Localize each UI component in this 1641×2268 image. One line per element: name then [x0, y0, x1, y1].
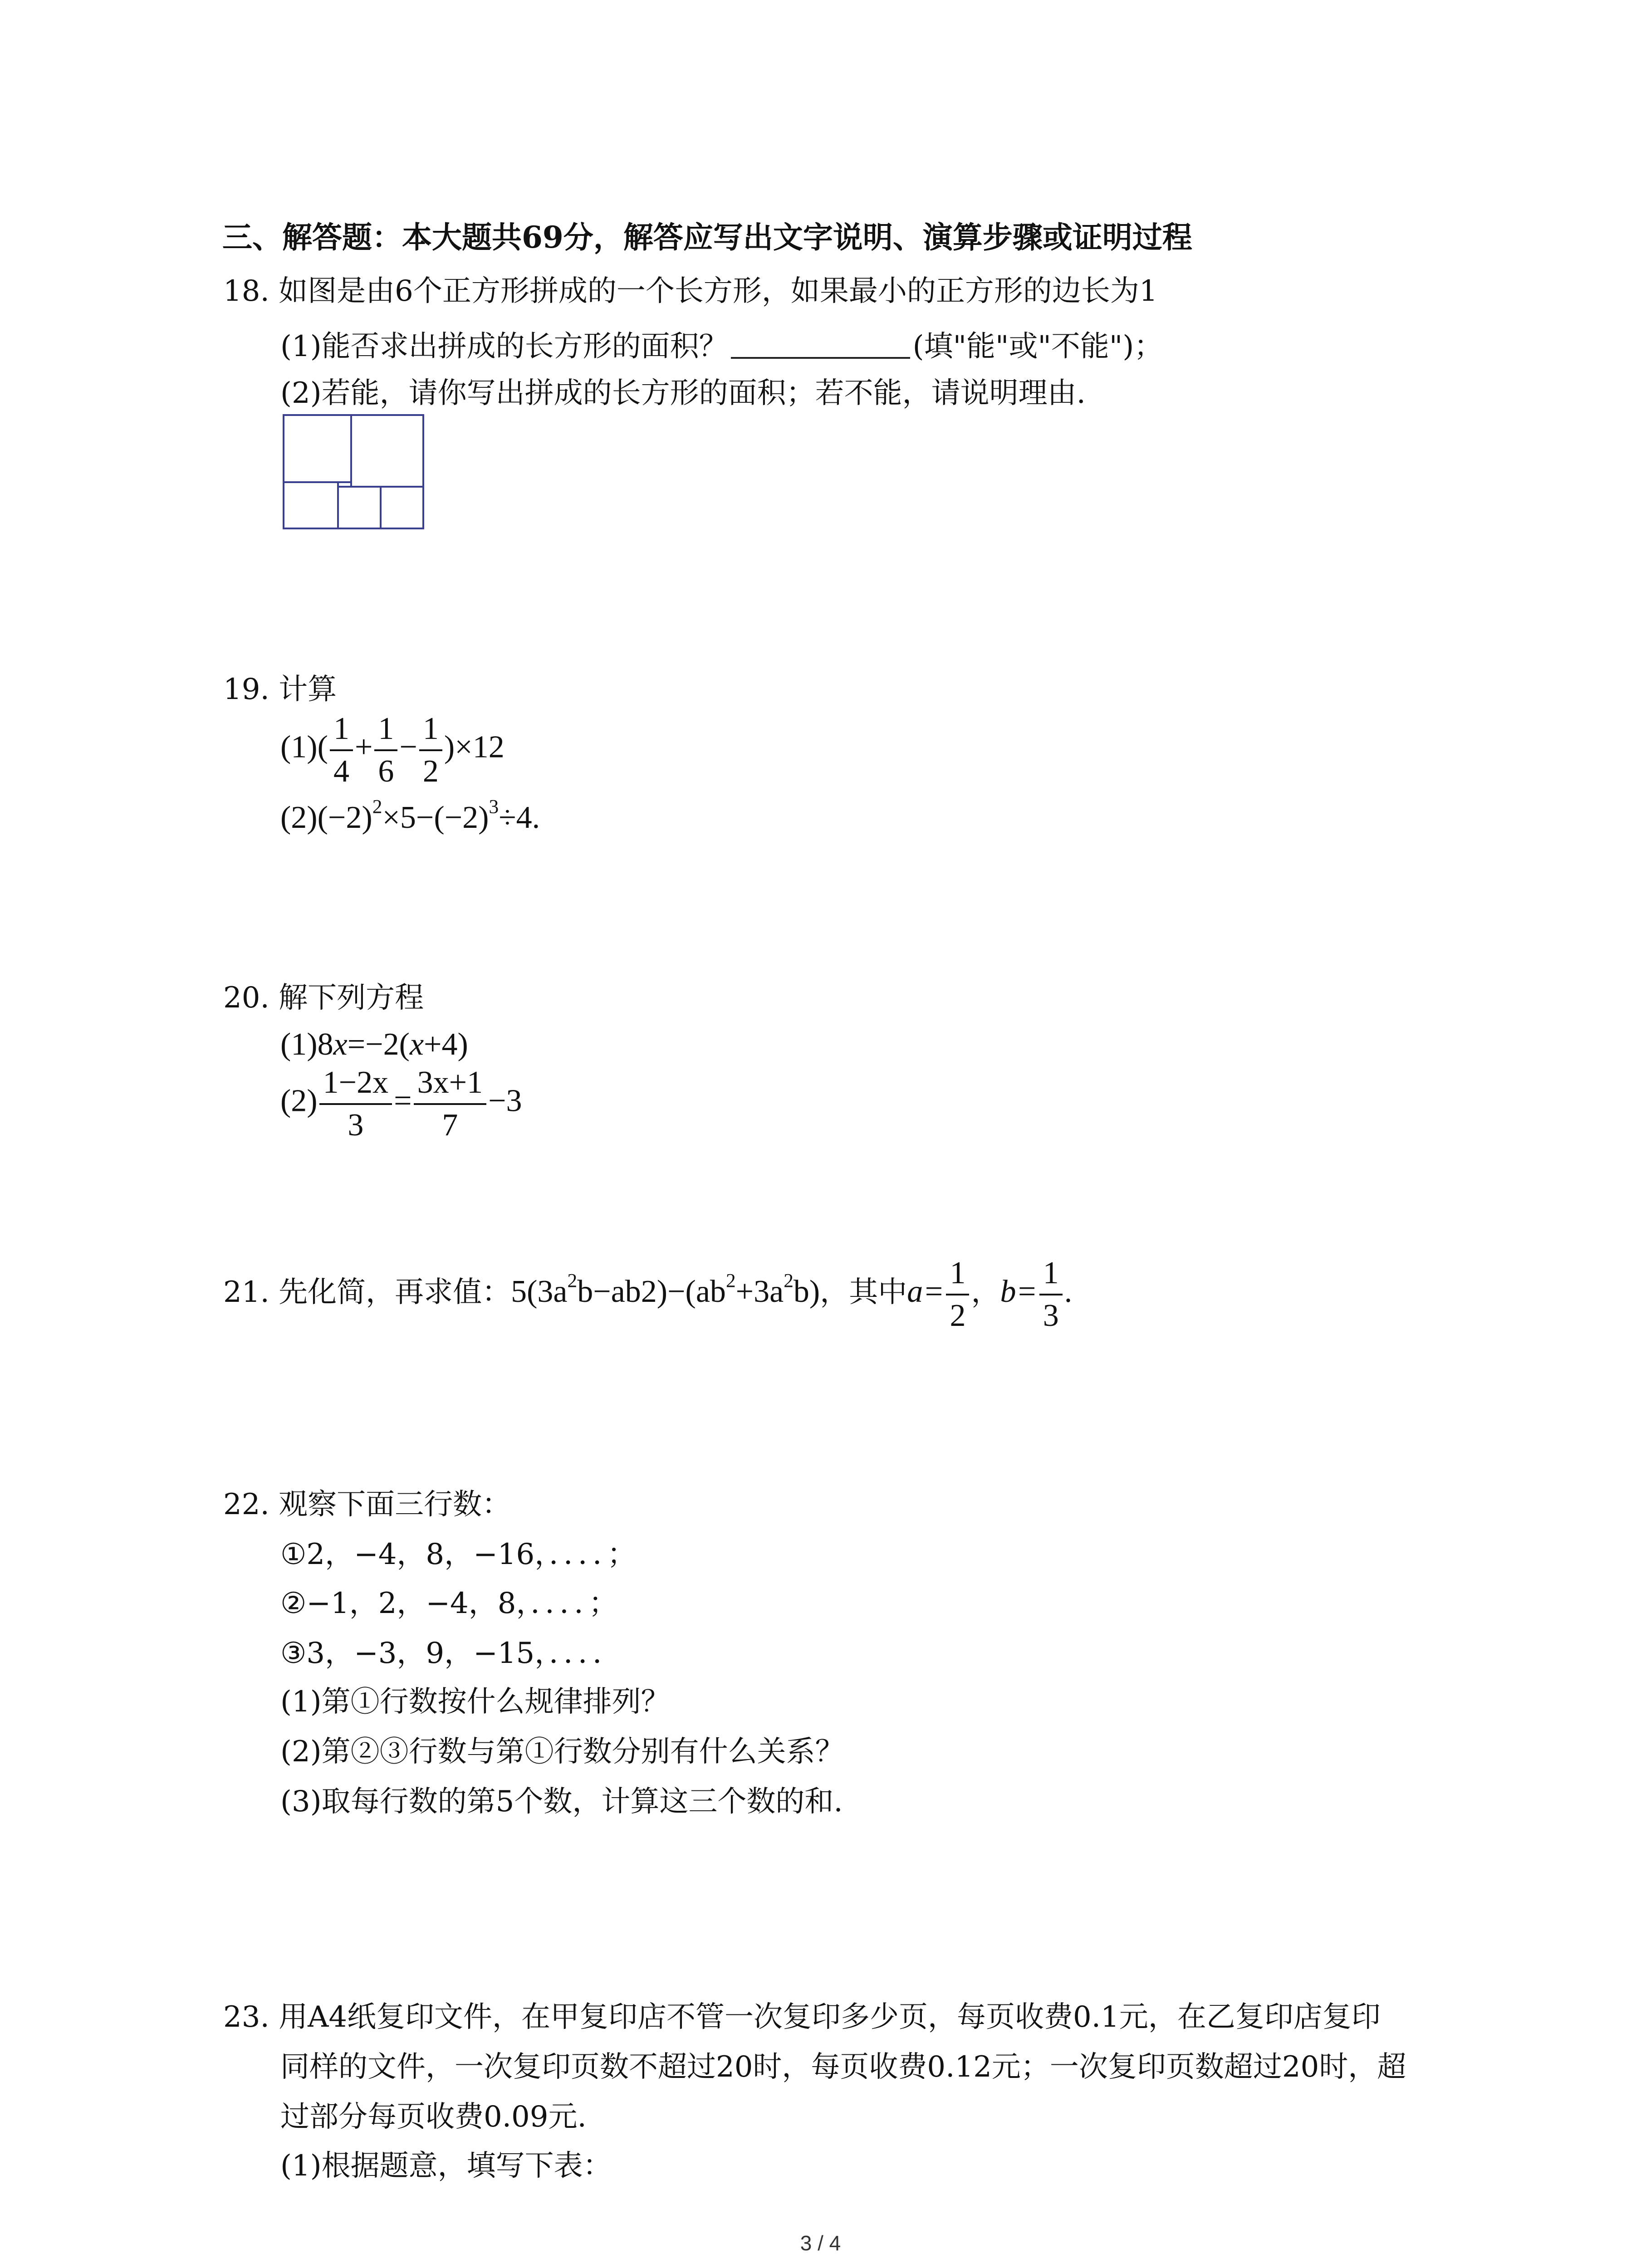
- q20-p1-a: (1)8: [280, 1027, 333, 1062]
- numerator: 1: [419, 712, 442, 751]
- numerator: 1: [1039, 1256, 1063, 1295]
- denominator: 3: [348, 1107, 364, 1143]
- variable-x: x: [409, 1027, 424, 1062]
- exponent: 2: [784, 1270, 794, 1292]
- variable-x: x: [333, 1027, 348, 1062]
- q19-part1: [280, 712, 505, 788]
- q20-part1: [280, 1029, 468, 1061]
- q22-row3: ③3，−3，9，−15，．．．．: [280, 1637, 622, 1670]
- fraction-one-half: [419, 712, 442, 788]
- numerator: 1−2x: [319, 1066, 392, 1105]
- numerator: 1: [946, 1256, 969, 1295]
- q19-p1-suffix: )×12: [444, 729, 505, 765]
- q21-where: ，其中: [820, 1276, 907, 1309]
- expr-part: 5(3a: [511, 1274, 568, 1309]
- q22-stem: 22. 观察下面三行数：: [223, 1488, 511, 1521]
- expr-part: b−ab2)−(ab: [577, 1274, 726, 1309]
- q22-part3: (3)取每行数的第5个数，计算这三个数的和.: [280, 1785, 843, 1818]
- q23-line1: 23. 用A4纸复印文件，在甲复印店不管一次复印多少页，每页收费0.1元，在乙复印店复印: [223, 2000, 1381, 2034]
- q19-p2-a: (2)(−2): [280, 800, 372, 835]
- fraction-one-quarter: [330, 712, 353, 788]
- exponent: 2: [567, 1270, 578, 1292]
- plus-sign: +: [354, 729, 373, 765]
- b-equals: b=: [1000, 1274, 1038, 1309]
- q20-p2-prefix: (2): [280, 1083, 318, 1119]
- q20-p1-c: +4): [424, 1027, 468, 1062]
- expr-part: b): [793, 1274, 820, 1309]
- exponent: 3: [489, 796, 499, 818]
- denominator: 4: [333, 753, 349, 789]
- q23-line3: 过部分每页收费0.09元.: [280, 2100, 587, 2134]
- fraction-b-value: [1039, 1256, 1063, 1332]
- q22-row2: ②−1，2，−4，8，．．．．；: [280, 1587, 618, 1620]
- q20-p1-b: =−2(: [347, 1027, 410, 1062]
- q21-line: [223, 1256, 1072, 1332]
- fraction-right: [414, 1066, 486, 1142]
- denominator: 6: [378, 753, 394, 789]
- minus-sign: −: [399, 729, 417, 765]
- expr-part: +3a: [735, 1274, 784, 1309]
- q19-p1-prefix: (1)(: [280, 729, 328, 765]
- q23-line2: 同样的文件，一次复印页数不超过20时，每页收费0.12元；一次复印页数超过20时，超: [280, 2050, 1406, 2084]
- q18-stem: 18. 如图是由6个正方形拼成的一个长方形，如果最小的正方形的边长为1: [223, 274, 1158, 308]
- fraction-one-sixth: [374, 712, 397, 788]
- q23-part1: (1)根据题意，填写下表：: [280, 2149, 612, 2183]
- q20-stem: 20. 解下列方程: [223, 981, 424, 1015]
- q20-p2-suffix: −3: [488, 1083, 522, 1119]
- period: .: [1064, 1274, 1073, 1309]
- numerator: 1: [330, 712, 353, 751]
- q22-part1: (1)第①行数按什么规律排列？: [280, 1685, 670, 1719]
- section-heading: 三、解答题：本大题共69分，解答应写出文字说明、演算步骤或证明过程: [222, 220, 1192, 255]
- q21-stem: 21. 先化简，再求值：: [223, 1276, 511, 1309]
- q18-part1: [280, 329, 1163, 361]
- numerator: 1: [374, 712, 397, 751]
- q20-part2: [280, 1066, 522, 1142]
- comma: ，: [971, 1276, 1000, 1309]
- exponent: 2: [372, 796, 382, 818]
- q19-stem: 19. 计算: [223, 673, 337, 706]
- fraction-left: [319, 1066, 392, 1142]
- q22-row1: ①2，−4，8，−16，．．．．；: [280, 1538, 637, 1571]
- q21-expression: [511, 1270, 820, 1309]
- denominator: 7: [442, 1107, 458, 1143]
- q19-part2: [280, 796, 540, 835]
- rectangle-squares-figure: [283, 414, 426, 531]
- q19-p2-b: ×5−(−2): [382, 800, 489, 835]
- denominator: 2: [422, 753, 439, 789]
- q18-part1-hint: (填"能"或"不能")；: [912, 330, 1163, 363]
- exponent: 2: [725, 1270, 736, 1292]
- outer-rectangle: [284, 415, 423, 528]
- numerator: 3x+1: [414, 1066, 486, 1105]
- page-number: 3 / 4: [800, 2231, 841, 2255]
- equals-sign: =: [394, 1083, 412, 1119]
- a-equals: a=: [907, 1274, 945, 1309]
- denominator: 3: [1043, 1298, 1059, 1333]
- q22-part2: (2)第②③行数与第①行数分别有什么关系？: [280, 1735, 844, 1769]
- denominator: 2: [950, 1298, 966, 1333]
- q19-p2-c: ÷4.: [499, 800, 540, 835]
- q18-part2: (2)若能，请你写出拼成的长方形的面积；若不能，请说明理由.: [280, 376, 1086, 410]
- q18-part1-text: (1)能否求出拼成的长方形的面积？: [280, 330, 728, 363]
- answer-blank[interactable]: [731, 329, 910, 359]
- fraction-a-value: [946, 1256, 969, 1332]
